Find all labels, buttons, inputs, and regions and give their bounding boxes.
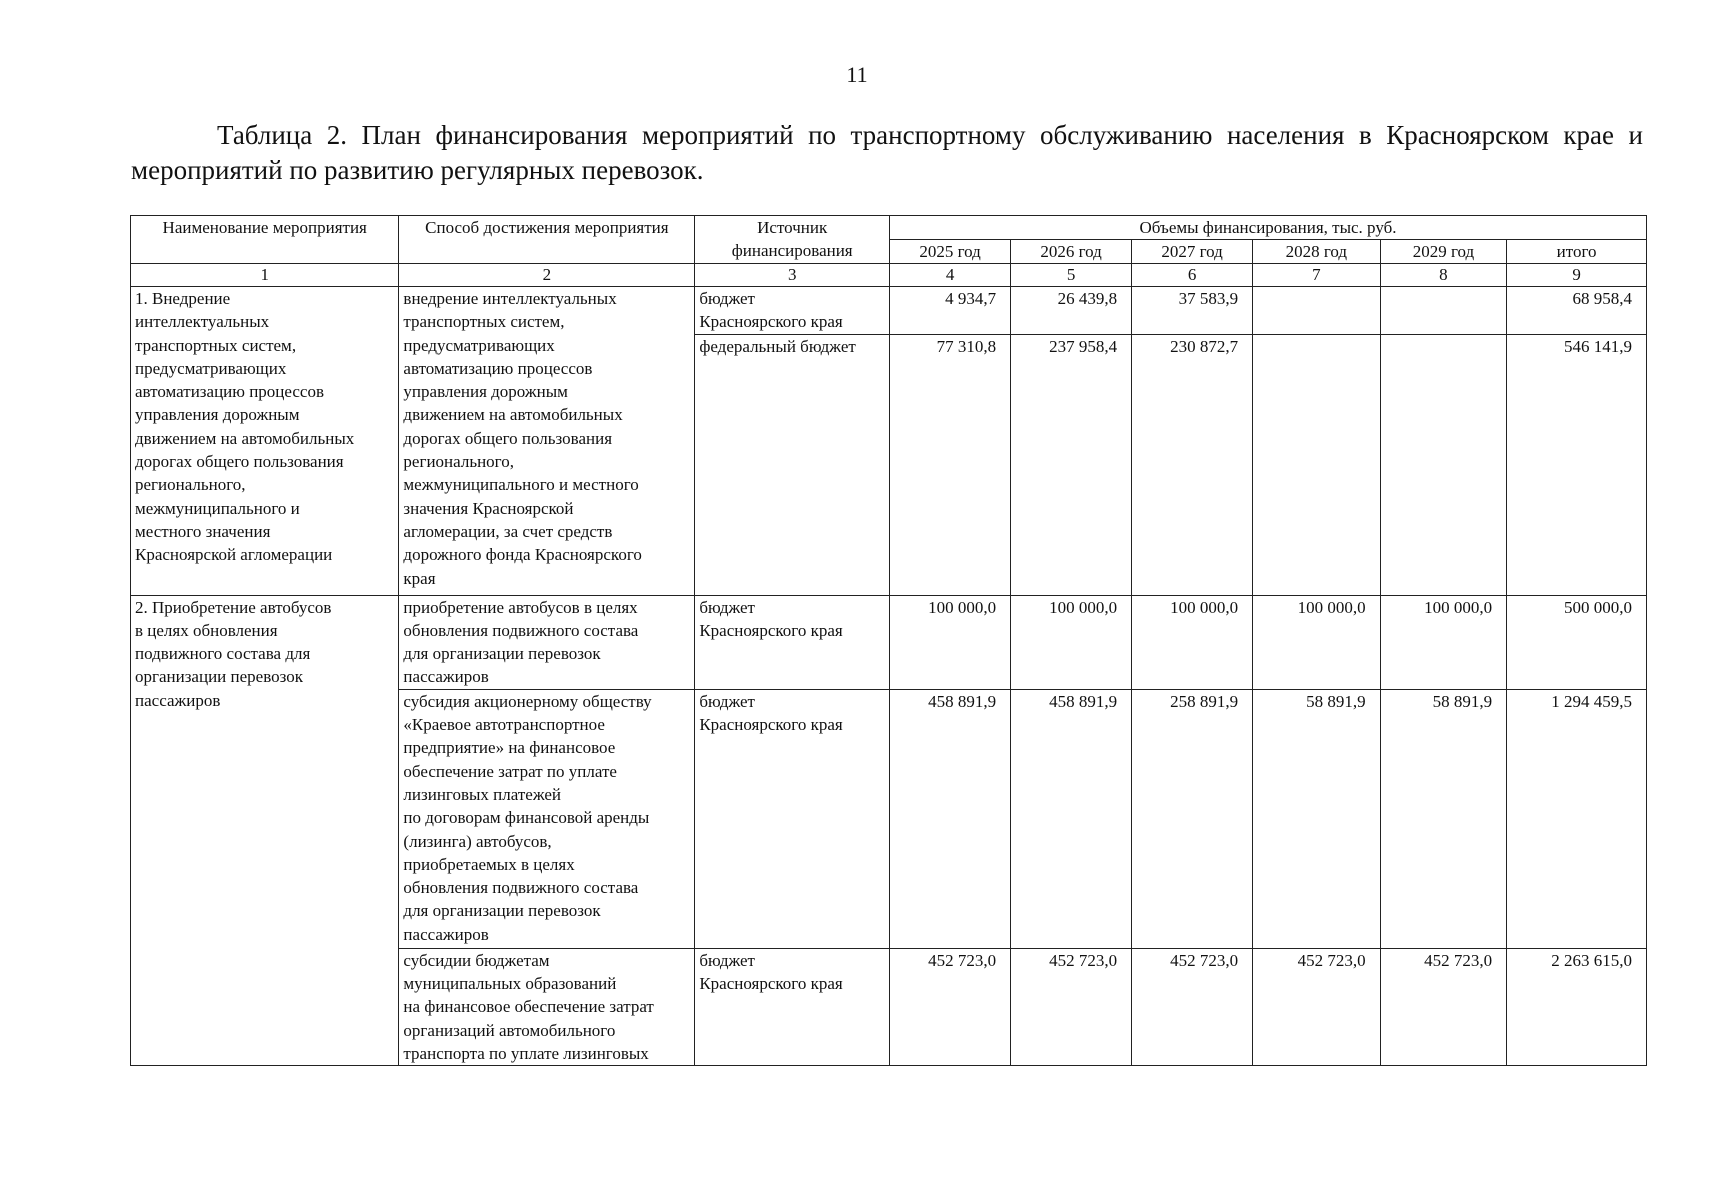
column-number: 7 (1253, 264, 1381, 287)
column-number: 3 (695, 264, 890, 287)
funding-source: бюджет Красноярского края (695, 948, 890, 1065)
value-2026: 458 891,9 (1011, 689, 1132, 948)
header-volumes: Объемы финансирования, тыс. руб. (890, 216, 1647, 240)
value-2028 (1253, 287, 1381, 335)
header-name: Наименование мероприятия (131, 216, 399, 264)
header-year: 2028 год (1253, 240, 1381, 264)
column-number: 5 (1011, 264, 1132, 287)
value-2029 (1380, 334, 1507, 595)
header-year: 2029 год (1380, 240, 1507, 264)
column-numbers-row (131, 264, 1647, 287)
value-2029: 100 000,0 (1380, 595, 1507, 689)
header-total: итого (1507, 240, 1647, 264)
value-2026: 237 958,4 (1011, 334, 1132, 595)
value-2029 (1380, 287, 1507, 335)
value-2027: 452 723,0 (1132, 948, 1253, 1065)
column-number: 4 (890, 264, 1011, 287)
table-row (131, 287, 1647, 335)
value-total: 68 958,4 (1507, 287, 1647, 335)
value-total: 1 294 459,5 (1507, 689, 1647, 948)
header-year: 2026 год (1011, 240, 1132, 264)
funding-source: федеральный бюджет (695, 334, 890, 595)
value-2026: 100 000,0 (1011, 595, 1132, 689)
value-2027: 37 583,9 (1132, 287, 1253, 335)
header-source: Источник финансирования (695, 216, 890, 264)
value-2027: 230 872,7 (1132, 334, 1253, 595)
value-2026: 26 439,8 (1011, 287, 1132, 335)
funding-source: бюджет Красноярского края (695, 595, 890, 689)
value-total: 2 263 615,0 (1507, 948, 1647, 1065)
table-title: Таблица 2. План финансирования мероприятий по транспортному обслуживанию населения в Красноярском крае и мероприятий по развитию регулярных перевозок. (131, 120, 1643, 185)
value-2029: 452 723,0 (1380, 948, 1507, 1065)
financing-table (130, 215, 1647, 1066)
activity-method: субсидия акционерному обществу «Краевое автотранспортное предприятие» на финансовое обеспечение затрат по уплате лизинговых платежей по договорам финансовой аренды (лизинга) автобусов, приобретаемых в целях обновления подвижного состава для организации перевозок пассажиров (399, 689, 695, 948)
value-2025: 452 723,0 (890, 948, 1011, 1065)
column-number: 2 (399, 264, 695, 287)
column-number: 6 (1132, 264, 1253, 287)
header-year: 2027 год (1132, 240, 1253, 264)
activity-name: 1. Внедрение интеллектуальных транспортных систем, предусматривающих автоматизацию процессов управления дорожным движением на автомобильных дорогах общего пользования регионального, межмуниципального и местного значения Красноярской агломерации (131, 287, 399, 596)
activity-method: внедрение интеллектуальных транспортных систем, предусматривающих автоматизацию процессов управления дорожным движением на автомобильных дорогах общего пользования регионального, межмуниципального и местного значения Красноярской агломерации, за счет средств дорожного фонда Красноярского края (399, 287, 695, 596)
funding-source: бюджет Красноярского края (695, 287, 890, 335)
value-2029: 58 891,9 (1380, 689, 1507, 948)
value-2028: 58 891,9 (1253, 689, 1381, 948)
column-number: 8 (1380, 264, 1507, 287)
funding-source: бюджет Красноярского края (695, 689, 890, 948)
value-total: 546 141,9 (1507, 334, 1647, 595)
value-2025: 458 891,9 (890, 689, 1011, 948)
activity-method: приобретение автобусов в целях обновления подвижного состава для организации перевозок пассажиров (399, 595, 695, 689)
value-2025: 77 310,8 (890, 334, 1011, 595)
value-2028 (1253, 334, 1381, 595)
table-row (131, 595, 1647, 689)
header-row (131, 216, 1647, 240)
page-number: 11 (846, 62, 868, 87)
header-method: Способ достижения мероприятия (399, 216, 695, 264)
value-2025: 4 934,7 (890, 287, 1011, 335)
value-2028: 100 000,0 (1253, 595, 1381, 689)
value-2026: 452 723,0 (1011, 948, 1132, 1065)
activity-method: субсидии бюджетам муниципальных образований на финансовое обеспечение затрат организаций автомобильного транспорта по уплате лизинговых (399, 948, 695, 1065)
column-number: 1 (131, 264, 399, 287)
column-number: 9 (1507, 264, 1647, 287)
value-2025: 100 000,0 (890, 595, 1011, 689)
header-year: 2025 год (890, 240, 1011, 264)
activity-name: 2. Приобретение автобусов в целях обновления подвижного состава для организации перевозок пассажиров (131, 595, 399, 1066)
value-2027: 258 891,9 (1132, 689, 1253, 948)
value-2027: 100 000,0 (1132, 595, 1253, 689)
value-2028: 452 723,0 (1253, 948, 1381, 1065)
value-total: 500 000,0 (1507, 595, 1647, 689)
